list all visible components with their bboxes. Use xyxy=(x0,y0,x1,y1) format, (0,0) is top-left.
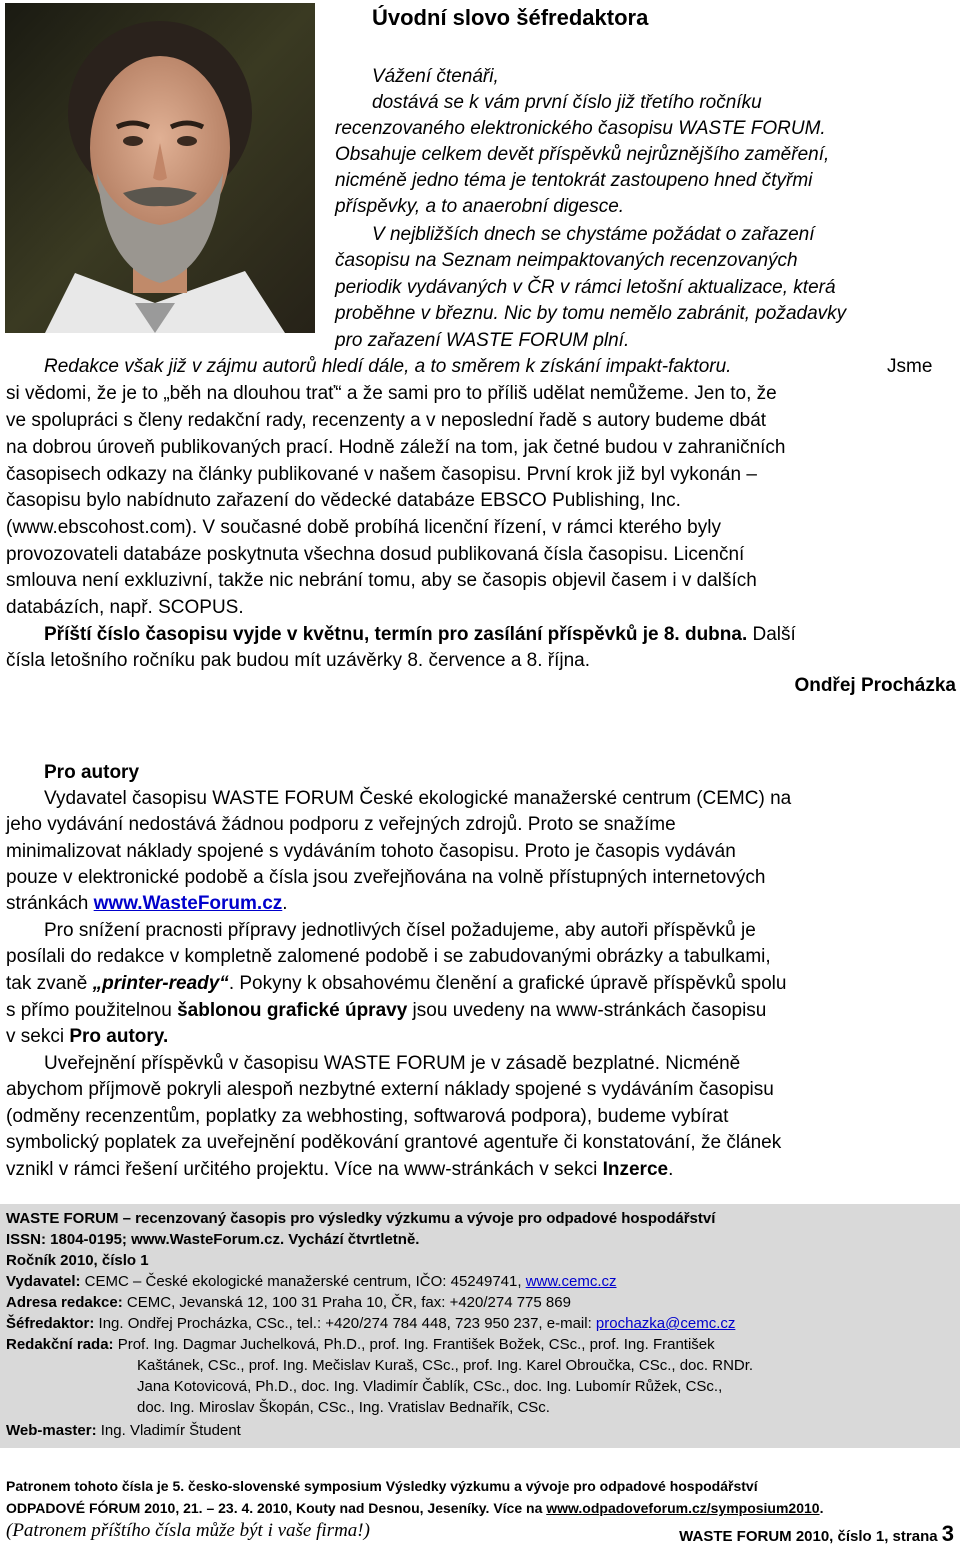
editorial-line: ve spolupráci s členy redakční rady, recenzenty a v neposlední řadě s autory budeme dbát xyxy=(6,410,767,431)
authors-text: tak zvaně xyxy=(6,973,93,994)
authors-text: . Pokyny k obsahovému členění a grafické úpravě příspěvků spolu xyxy=(228,973,787,994)
address-value: CEMC, Jevanská 12, 100 31 Praha 10, ČR, fax: +420/274 775 869 xyxy=(122,1294,571,1311)
authors-line: (odměny recenzentům, poplatky za webhosting, softwarová podpora), budeme vybírat xyxy=(6,1106,729,1127)
editorial-line: provozovateli databáze poskytnuta všechna dosud publikovaná čísla časopisu. Licenční xyxy=(6,544,745,565)
page-info-text: WASTE FORUM 2010, číslo 1, strana xyxy=(679,1528,942,1545)
pro-autory-term: Pro autory. xyxy=(69,1026,169,1047)
masthead-issn: ISSN: 1804-0195; www.WasteForum.cz. Vychází čtvrtletně. xyxy=(6,1231,420,1248)
board-label: Redakční rada: xyxy=(6,1336,114,1353)
editorial-line: příspěvky, a to anaerobní digesce. xyxy=(335,196,625,217)
authors-text: jsou uvedeny na www-stránkách časopisu xyxy=(407,1000,767,1021)
authors-line: Uveřejnění příspěvků v časopisu WASTE FORUM je v zásadě bezplatné. Nicméně xyxy=(44,1053,741,1074)
editor-value: Ing. Ondřej Procházka, CSc., tel.: +420/274 784 448, 723 950 237, e-mail: xyxy=(94,1315,596,1332)
editorial-line: periodik vydávaných v ČR v rámci letošní aktualizace, která xyxy=(335,277,836,298)
masthead-box xyxy=(0,1204,960,1448)
wasteforum-link[interactable]: www.WasteForum.cz xyxy=(93,893,283,914)
page-number: 3 xyxy=(941,1521,954,1546)
authors-line xyxy=(6,1157,673,1183)
authors-line xyxy=(6,971,786,997)
editorial-line: pro zařazení WASTE FORUM plní. xyxy=(335,330,630,351)
board-value: Prof. Ing. Dagmar Juchelková, Ph.D., prof. Ing. František Božek, CSc., prof. Ing. František xyxy=(113,1336,715,1353)
publisher-value: CEMC – České ekologické manažerské centrum, IČO: 45249741, xyxy=(80,1273,526,1290)
authors-line: Pro snížení pracnosti přípravy jednotlivých čísel požadujeme, aby autoři příspěvků je xyxy=(44,920,756,941)
board-value: doc. Ing. Miroslav Škopán, CSc., Ing. Vratislav Bednařík, CSc. xyxy=(137,1399,550,1416)
editorial-line: smlouva není exkluzivní, takže nic nebrání tomu, aby se časopis objevil časem i v dalších xyxy=(6,570,757,591)
editorial-line: (www.ebscohost.com). V současné době probíhá licenční řízení, v rámci kterého byly xyxy=(6,517,721,538)
editorial-line: recenzovaného elektronického časopisu WASTE FORUM. xyxy=(335,118,826,139)
editorial-line: nicméně jedno téma je tentokrát zastoupeno hned čtyřmi xyxy=(335,170,813,191)
next-issue-rest: Další xyxy=(747,624,796,645)
editor-portrait-photo xyxy=(5,3,315,333)
editorial-line: na dobrou úroveň publikovaných prací. Hodně záleží na tom, jak četné budou v zahraničních xyxy=(6,437,786,458)
webmaster-value: Ing. Vladimír Študent xyxy=(96,1422,241,1439)
authors-text: . xyxy=(668,1159,674,1180)
patron-text: ODPADOVÉ FÓRUM 2010, 21. – 23. 4. 2010, Kouty nad Desnou, Jeseníky. Více na xyxy=(6,1500,547,1516)
masthead-editor xyxy=(6,1313,735,1334)
authors-heading: Pro autory xyxy=(44,762,140,783)
authors-line: jeho vydávání nedostává žádnou podporu z veřejných zdrojů. Proto se snažíme xyxy=(6,814,676,835)
greeting-line: Vážení čtenáři, xyxy=(372,66,499,87)
authors-line: abychom příjmově pokryli alespoň nezbytné externí náklady spojené s vydáváním časopisu xyxy=(6,1079,774,1100)
editorial-line: databázích, např. SCOPUS. xyxy=(6,597,244,618)
board-value: Jana Kotovicová, Ph.D., doc. Ing. Vladimír Čablík, CSc., doc. Ing. Lubomír Růžek, CSc., xyxy=(137,1378,723,1395)
authors-line xyxy=(6,891,288,917)
next-issue-line-2: čísla letošního ročníku pak budou mít uzávěrky 8. července a 8. října. xyxy=(6,650,591,671)
authors-line xyxy=(6,1024,168,1050)
symposium-link[interactable]: www.odpadoveforum.cz/symposium2010 xyxy=(546,1500,820,1516)
inzerce-term: Inzerce xyxy=(602,1159,669,1180)
masthead-board xyxy=(6,1334,715,1355)
authors-line: Vydavatel časopisu WASTE FORUM České ekologické manažerské centrum (CEMC) na xyxy=(44,788,792,809)
editorial-line: časopisu bylo nabídnuto zařazení do vědecké databáze EBSCO Publishing, Inc. xyxy=(6,490,681,511)
authors-text: stránkách xyxy=(6,893,94,914)
cemc-link[interactable]: www.cemc.cz xyxy=(525,1273,617,1290)
patron-line: Patronem tohoto čísla je 5. česko-slovenské symposium Výsledky výzkumu a vývoje pro odpadové hospodářství xyxy=(6,1478,758,1494)
editor-signature: Ondřej Procházka xyxy=(794,675,956,696)
patron-line-2 xyxy=(6,1500,823,1516)
editor-email-link[interactable]: prochazka@cemc.cz xyxy=(595,1315,736,1332)
authors-text: . xyxy=(282,893,288,914)
editorial-line: Jsme xyxy=(887,356,933,377)
template-term: šablonou grafické úpravy xyxy=(177,1000,408,1021)
webmaster-label: Web-master: xyxy=(6,1422,97,1439)
masthead-publisher xyxy=(6,1271,617,1292)
editor-label: Šéfredaktor: xyxy=(6,1315,95,1332)
authors-text: vznikl v rámci řešení určitého projektu. Více na www-stránkách v sekci xyxy=(6,1159,603,1180)
editorial-line: V nejbližších dnech se chystáme požádat o zařazení xyxy=(372,224,815,245)
editorial-line: Redakce však již v zájmu autorů hledí dále, a to směrem k získání impakt-faktoru. xyxy=(44,356,732,377)
authors-text: s přímo použitelnou xyxy=(6,1000,178,1021)
printer-ready-term: „printer-ready“ xyxy=(92,973,229,994)
masthead-address xyxy=(6,1292,571,1313)
authors-line: symbolický poplatek za uveřejnění poděkování grantové agentuře či konstatování, že článek xyxy=(6,1132,782,1153)
authors-line: posílali do redakce v kompletně zalomené podobě i se zabudovanými obrázky a tabulkami, xyxy=(6,946,771,967)
publisher-label: Vydavatel: xyxy=(6,1273,81,1290)
authors-line: minimalizovat náklady spojené s vydáváním tohoto časopisu. Proto je časopis vydáván xyxy=(6,841,736,862)
editorial-line: proběhne v březnu. Nic by tomu nemělo zabránit, požadavky xyxy=(335,303,847,324)
address-label: Adresa redakce: xyxy=(6,1294,123,1311)
authors-text: v sekci xyxy=(6,1026,70,1047)
editorial-line: si vědomi, že je to „běh na dlouhou trať“ a že sami pro to příliš udělat nemůžeme. Jen to, že xyxy=(6,383,777,404)
patron-text: . xyxy=(819,1500,824,1516)
masthead-webmaster xyxy=(6,1420,241,1441)
editorial-line: časopisech odkazy na články publikované v našem časopisu. První krok již byl vykonán – xyxy=(6,464,757,485)
next-issue-deadline: Příští číslo časopisu vyjde v květnu, termín pro zasílání příspěvků je 8. dubna. xyxy=(44,624,748,645)
editorial-line: časopisu na Seznam neimpaktovaných recenzovaných xyxy=(335,250,798,271)
authors-line: pouze v elektronické podobě a čísla jsou zveřejňována na volně přístupných internetových xyxy=(6,867,766,888)
page-title: Úvodní slovo šéfredaktora xyxy=(372,5,649,30)
board-value: Kaštánek, CSc., prof. Ing. Mečislav Kuraš, CSc., prof. Ing. Karel Obroučka, CSc., doc. RNDr. xyxy=(137,1357,754,1374)
page-footer-info xyxy=(679,1521,954,1547)
masthead-volume: Ročník 2010, číslo 1 xyxy=(6,1252,149,1269)
authors-line xyxy=(6,998,766,1024)
editorial-line: dostává se k vám první číslo již třetího ročníku xyxy=(372,92,762,113)
masthead-title: WASTE FORUM – recenzovaný časopis pro výsledky výzkumu a vývoje pro odpadové hospodářství xyxy=(6,1210,716,1227)
next-issue-line xyxy=(44,622,796,648)
editorial-line: Obsahuje celkem devět příspěvků nejrůznějšího zaměření, xyxy=(335,144,830,165)
next-patron-note: (Patronem příštího čísla může být i vaše firma!) xyxy=(6,1520,370,1541)
